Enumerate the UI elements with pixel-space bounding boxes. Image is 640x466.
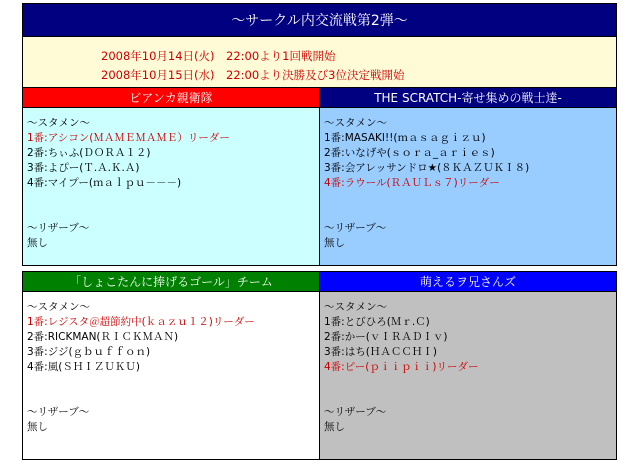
member-4: 4番:ピー(ｐｉｉｐｉｉ)リーダー — [324, 361, 479, 373]
starting-label: ～スタメン～ — [324, 301, 387, 313]
page-title: ～サークル内交流戦第2弾～ — [22, 3, 617, 37]
member-3: 3番:会アレッサンドロ★(８ＫＡＺＵＫＩ８) — [324, 162, 530, 174]
member-4: 4番:マイプー(ｍａｌｐｕ－－－) — [27, 177, 182, 189]
schedule-line-2: 2008年10月15日(水) 22:00より決勝及び3位決定戦開始 — [101, 68, 405, 82]
team-roster — [23, 108, 319, 251]
team-roster — [320, 292, 616, 435]
member-3: 3番:ジジ(ｇｂｕｆｆｏｎ) — [27, 346, 151, 358]
reserve-value: 無し — [324, 421, 345, 433]
member-4: 4番:ラウール(ＲＡＵＬｓ７)リーダー — [324, 177, 500, 189]
team-name: 萌えるヲ兄さんズ — [320, 272, 616, 292]
starting-label: ～スタメン～ — [27, 301, 90, 313]
member-2: 2番:いなげや(ｓｏｒａ_ａｒｉｅｓ) — [324, 147, 495, 159]
team-roster — [23, 292, 319, 435]
member-1: 1番:レジスタ＠超節約中(ｋａｚｕ１２)リーダー — [27, 316, 255, 328]
team-name: ビアンカ親衛隊 — [23, 88, 319, 108]
member-1: 1番:とびひろ(Ｍｒ.Ｃ) — [324, 316, 430, 328]
member-4: 4番:風(ＳＨＩＺＵＫＵ) — [27, 361, 140, 373]
reserve-value: 無し — [27, 237, 48, 249]
starting-label: ～スタメン～ — [27, 117, 90, 129]
member-2: 2番:かー(ｖＩＲＡＤＩｖ) — [324, 331, 448, 343]
schedule-line-1: 2008年10月14日(火) 22:00より1回戦開始 — [101, 49, 336, 63]
member-1: 1番:アシコン(ＭＡＭＥＭＡＭＥ）リーダー — [27, 132, 230, 144]
team-card-scratch — [319, 87, 617, 266]
reserve-value: 無し — [324, 237, 345, 249]
member-2: 2番:RICKMAN(ＲＩＣＫＭＡＮ) — [27, 331, 179, 343]
reserve-label: ～リザーブ～ — [27, 222, 90, 234]
team-card-shokotan — [22, 271, 320, 460]
team-card-moeru — [319, 271, 617, 460]
team-name: THE SCRATCH-寄せ集めの戦士達- — [320, 88, 616, 108]
reserve-label: ～リザーブ～ — [324, 222, 387, 234]
member-2: 2番:ちぃふ(ＤＯＲＡ１２) — [27, 147, 151, 159]
page — [22, 3, 617, 463]
team-card-bianca — [22, 87, 320, 266]
schedule-box — [22, 37, 617, 89]
starting-label: ～スタメン～ — [324, 117, 387, 129]
reserve-value: 無し — [27, 421, 48, 433]
member-3: 3番:よぴー(Ｔ.Ａ.Ｋ.Ａ) — [27, 162, 140, 174]
member-1: 1番:MASAKI!!(ｍａｓａｇｉｚｕ) — [324, 132, 486, 144]
team-name: 「しょこたんに捧げるゴール」チーム — [23, 272, 319, 292]
reserve-label: ～リザーブ～ — [324, 406, 387, 418]
member-3: 3番:はち(ＨＡＣＣＨＩ) — [324, 346, 437, 358]
reserve-label: ～リザーブ～ — [27, 406, 90, 418]
team-roster — [320, 108, 616, 251]
